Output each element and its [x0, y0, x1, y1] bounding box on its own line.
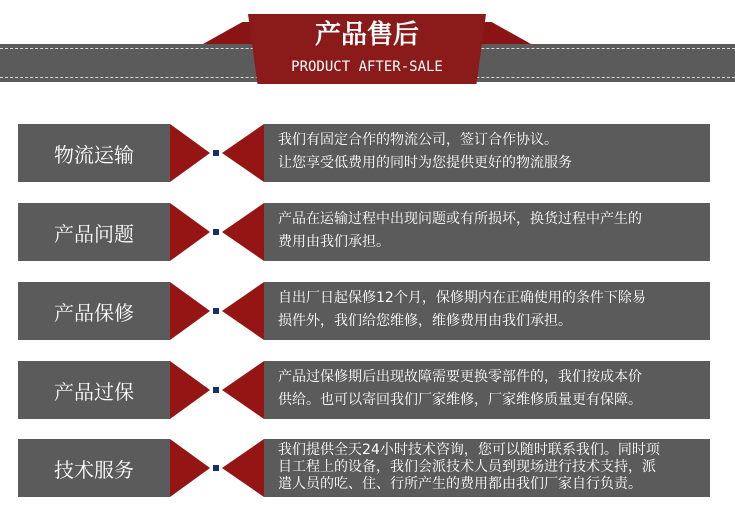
arrow-left-icon: [222, 124, 264, 182]
section-description: [264, 361, 710, 419]
arrow-right-icon: [170, 439, 210, 497]
section-description: [264, 439, 710, 497]
section-label: 产品问题: [18, 203, 170, 261]
page-subtitle: PRODUCT AFTER-SALE: [291, 59, 443, 75]
service-row-product-issue: [0, 203, 735, 261]
arrow-right-icon: [170, 203, 210, 261]
section-description: [264, 282, 710, 340]
arrow-right-icon: [170, 124, 210, 182]
arrow-left-icon: [222, 439, 264, 497]
service-row-warranty: [0, 282, 735, 340]
section-label: 物流运输: [18, 124, 170, 182]
section-label: 产品保修: [18, 282, 170, 340]
connector-dot-icon: [213, 150, 219, 156]
section-description: [264, 203, 710, 261]
description-line: 遣人员的吃、住、行所产生的费用都由我们厂家自行负责。: [278, 476, 642, 492]
description-line: 让您享受低费用的同时为您提供更好的物流服务: [278, 155, 572, 171]
arrow-left-icon: [222, 282, 264, 340]
service-row-logistics: [0, 124, 735, 182]
description-line: 费用由我们承担。: [278, 234, 390, 250]
connector-dot-icon: [213, 308, 219, 314]
connector-dot-icon: [213, 387, 219, 393]
description-line: 自出厂日起保修12个月，保修期内在正确使用的条件下除易: [278, 290, 646, 306]
description-line: 我们有固定合作的物流公司，签订合作协议。: [278, 132, 558, 148]
description-line: 损件外，我们给您维修，维修费用由我们承担。: [278, 313, 572, 329]
service-row-out-of-warranty: [0, 361, 735, 419]
description-line: 供给。也可以寄回我们厂家维修，厂家维修质量更有保障。: [278, 392, 642, 408]
arrow-right-icon: [170, 282, 210, 340]
arrow-right-icon: [170, 361, 210, 419]
section-label: 技术服务: [18, 439, 170, 497]
description-line: 产品在运输过程中出现问题或有所损坏，换货过程中产生的: [278, 211, 642, 227]
page-title: 产品售后: [314, 20, 419, 50]
section-label: 产品过保: [18, 361, 170, 419]
section-description: [264, 124, 710, 182]
arrow-left-icon: [222, 361, 264, 419]
description-line: 产品过保修期后出现故障需要更换零部件的，我们按成本价: [278, 369, 642, 385]
description-line: 目工程上的设备，我们会派技术人员到现场进行技术支持，派: [278, 459, 656, 475]
description-line: 我们提供全天24小时技术咨询，您可以随时联系我们。同时项: [278, 442, 660, 458]
connector-dot-icon: [213, 465, 219, 471]
arrow-left-icon: [222, 203, 264, 261]
connector-dot-icon: [213, 229, 219, 235]
service-row-technical: [0, 439, 735, 497]
